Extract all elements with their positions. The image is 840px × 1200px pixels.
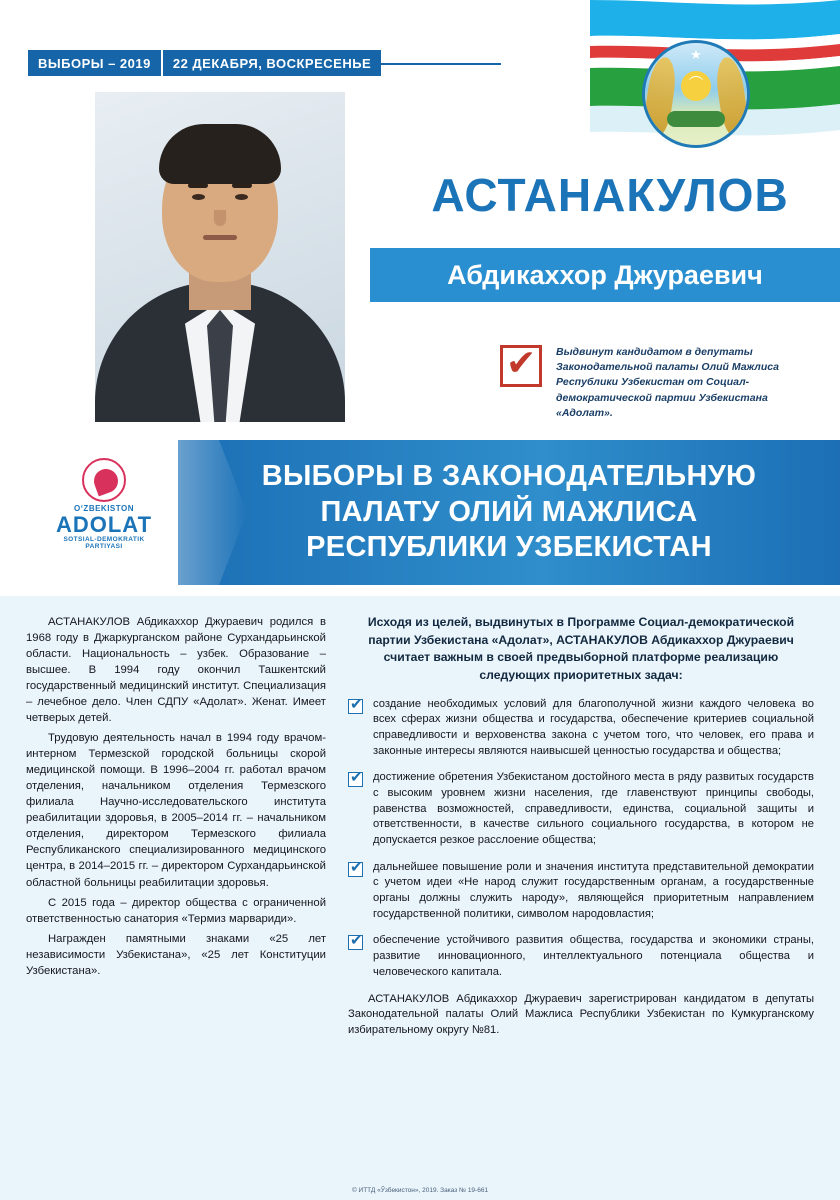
platform-task-text: достижение обретения Узбекистаном достойного места в ряду развитых государств с высоким уровнем жизни населения, где главенствуют принципы свободы, равенства возможностей, справедливости, единства, социальной защиты и ответственности, в качестве сильного социального государства, в котором не допускается резкое расслоение общества; — [373, 771, 814, 847]
headline-line-2: ПАЛАТУ ОЛИЙ МАЖЛИСА — [320, 495, 698, 528]
headline-chevron-decor — [177, 440, 247, 585]
nomination-text: Выдвинут кандидатом в депутаты Законодательной палаты Олий Мажлиса Республики Узбекистан от Социал-демократической партии Узбекистана «Адолат». — [556, 346, 779, 419]
biography-paragraph: Трудовую деятельность начал в 1994 году врачом-интерном Термезской городской больницы скорой медицинской помощи. В 1996–2004 гг. работал врачом отделения, начальником отделения Термезского филиала Научно-исследовательского института реабилитации здоровья, в 2005–2014 гг. – начальником отделения, директором Термезского филиала Республиканского специализированного медицинского центра, в 2014–2015 гг. – директором Сурхандарьинской областной больницы реабилитации здоровья. — [26, 732, 326, 889]
platform-task — [348, 933, 814, 980]
platform-column — [348, 614, 814, 1200]
checkbox-icon — [348, 699, 363, 714]
platform-task — [348, 697, 814, 760]
state-emblem-icon: ★ ︵ — [642, 40, 750, 148]
biography-column — [26, 614, 326, 1200]
checkbox-icon — [348, 935, 363, 950]
imprint: © ИТТД «Ўзбекистон», 2019. Заказ № 19-661 — [351, 1187, 489, 1194]
platform-task — [348, 860, 814, 923]
platform-task-text: дальнейшее повышение роли и значения института представительной демократии с учетом идеи «Не народ служит государственным органам, а государственные органы должны служить народу», являющейся приоритетным направлением государственной политики, символом народовластия; — [373, 860, 814, 920]
headline-line-3: РЕСПУБЛИКИ УЗБЕКИСТАН — [306, 531, 712, 564]
adolat-party-logo — [36, 458, 172, 562]
biography-paragraph: АСТАНАКУЛОВ Абдикаххор Джураевич родился в 1968 году в Джаркурганском районе Сурхандарьинской области. Национальность – узбек. Образование – высшее. В 1994 году окончил Ташкентский государственный медицинский институт. Специализация – лечебное дело. Член СДПУ «Адолат». Женат. Имеет четверых детей. — [26, 616, 326, 725]
candidate-photo — [95, 92, 345, 422]
headline-line-1: ВЫБОРЫ В ЗАКОНОДАТЕЛЬНУЮ — [261, 459, 757, 492]
platform-task-text: обеспечение устойчивого развития общества, государства и экономики страны, развитие инновационного, интеллектуального потенциала общества и человеческого капитала. — [373, 934, 814, 978]
poster-body — [0, 596, 840, 1200]
logo-line4: PARTIYASI — [85, 543, 123, 551]
candidate-given-name: Абдикаххор Джураевич — [447, 259, 763, 290]
rose-icon — [82, 458, 126, 502]
registration-statement: АСТАНАКУЛОВ Абдикаххор Джураевич зарегистрирован кандидатом в депутаты Законодательной палаты Олий Мажлиса Республики Узбекистан по Кумкурганскому избирательному округу №81. — [348, 992, 814, 1037]
election-date: 22 ДЕКАБРЯ, ВОСКРЕСЕНЬЕ — [161, 50, 381, 76]
election-date-bar — [28, 50, 501, 76]
candidate-surname: АСТАНАКУЛОВ — [431, 169, 789, 221]
logo-country: O‘ZBEKISTON — [73, 504, 135, 513]
checkbox-icon — [348, 772, 363, 787]
election-label: ВЫБОРЫ – 2019 — [28, 50, 161, 76]
platform-intro: Исходя из целей, выдвинутых в Программе Социал-демократической партии Узбекистана «Адолат», АСТАНАКУЛОВ Абдикаххор Джураевич считает важным в своей предвыборной платформе реализацию следующих приоритетных задач: — [367, 615, 795, 683]
logo-name: ADOLAT — [55, 512, 153, 537]
date-bar-rule — [381, 63, 501, 65]
logo-line3: SOTSIAL-DEMOKRATIK — [63, 536, 145, 544]
candidate-given-name-bar — [370, 248, 840, 302]
checkmark-icon — [500, 345, 542, 387]
checkbox-icon — [348, 862, 363, 877]
poster-header — [0, 0, 840, 596]
platform-task — [348, 770, 814, 848]
biography-paragraph: С 2015 года – директор общества с ограниченной ответственностью санатория «Термиз марвариди». — [26, 896, 326, 925]
headline-banner — [178, 440, 840, 585]
nomination-block — [500, 345, 820, 421]
biography-paragraph: Награжден памятными знаками «25 лет независимости Узбекистана», «25 лет Конституции Узбекистана». — [26, 932, 326, 977]
platform-task-text: создание необходимых условий для благополучной жизни каждого человека во всех сферах жизни общества и государства, обеспечение критериев социальной справедливости и верховенства закона с учетом того, что человек, его права и законные интересы являются наивысшей ценностью государства и общества; — [373, 697, 814, 757]
uzbekistan-flag-ribbon — [440, 0, 840, 165]
